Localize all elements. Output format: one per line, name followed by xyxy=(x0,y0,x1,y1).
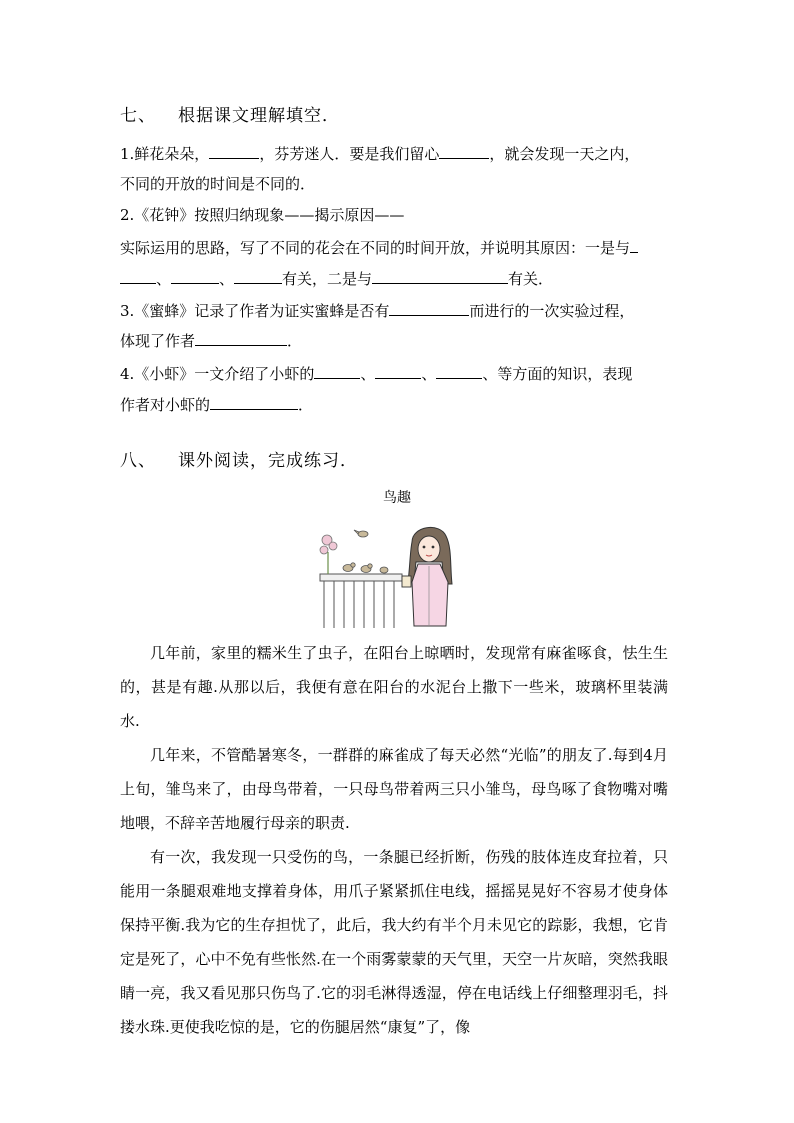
answer-blank[interactable] xyxy=(234,269,282,284)
section-8-heading xyxy=(120,451,358,471)
answer-blank[interactable] xyxy=(210,395,298,410)
q2-text-e: 有关，二是与 xyxy=(282,270,373,288)
question-2-line-3 xyxy=(120,269,553,289)
flower-icon xyxy=(320,535,337,574)
question-4-line-1 xyxy=(120,364,632,384)
section-8-number: 八、 xyxy=(120,451,156,471)
q3-text-b: 而进行的一次实验过程， xyxy=(469,302,635,320)
section-7-title: 根据课文理解填空． xyxy=(178,106,340,126)
q3-text-d: ． xyxy=(287,332,303,350)
answer-blank[interactable] xyxy=(120,269,156,284)
answer-blank[interactable] xyxy=(314,364,360,379)
q4-text-e: 作者对小虾的 xyxy=(120,396,211,414)
story-body xyxy=(120,636,668,1044)
story-paragraph-3: 有一次，我发现一只受伤的鸟，一条腿已经折断，伤残的肢体连皮耷拉着，只能用一条腿艰难地支撑着身体，用爪子紧紧抓住电线，摇摇晃晃好不容易才使身体保持平衡.我为它的生存担忧了，此后，我大约有半个月未见它的踪影，我想，它肯定是死了，心中不免有些怅然.在一个雨雾蒙蒙的天气里，天空一片灰暗，突然我眼睛一亮，我又看见那只伤鸟了.它的羽毛淋得透湿，停在电话线上仔细整理羽毛，抖搂水珠.更使我吃惊的是，它的伤腿居然“康复”了，像 xyxy=(120,848,668,1036)
answer-blank[interactable] xyxy=(439,144,489,159)
story-title: 鸟趣 xyxy=(383,490,411,506)
section-8-title: 课外阅读，完成练习． xyxy=(178,451,358,471)
story-paragraph-1: 几年前，家里的糯米生了虫子，在阳台上晾晒时，发现常有麻雀啄食，怯生生的，甚是有趣.从那以后，我便有意在阳台的水泥台上撒下一些米，玻璃杯里装满水. xyxy=(120,644,668,730)
answer-blank[interactable] xyxy=(209,144,259,159)
section-7-heading xyxy=(120,106,340,126)
question-2-line-1 xyxy=(120,205,404,225)
q1-text-a: 1.鲜花朵朵， xyxy=(120,145,210,163)
q4-text-a: 4.《小虾》一文介绍了小虾的 xyxy=(120,365,315,383)
answer-blank[interactable] xyxy=(171,269,219,284)
question-1-line-2 xyxy=(120,174,315,194)
q4-text-d: 、等方面的知识，表现 xyxy=(482,365,633,383)
q4-text-c: 、 xyxy=(421,365,437,383)
q1-text-c: ，就会发现一天之内， xyxy=(489,145,640,163)
question-1-line-1 xyxy=(120,144,639,164)
answer-blank[interactable] xyxy=(389,301,469,316)
q1-text-d: 不同的开放的时间是不同的． xyxy=(120,175,316,193)
q4-text-f: ． xyxy=(298,396,314,414)
answer-blank[interactable] xyxy=(195,331,287,346)
cup-icon xyxy=(402,576,411,587)
q4-text-b: 、 xyxy=(360,365,376,383)
story-paragraph-2: 几年来，不管酷暑寒冬，一群群的麻雀成了每天必然“光临”的朋友了.每到4月上旬，雏鸟来了，由母鸟带着，一只母鸟带着两三只小雏鸟，母鸟啄了食物嘴对嘴地喂，不辞辛苦地履行母亲的职责. xyxy=(120,746,668,832)
answer-blank[interactable] xyxy=(375,364,421,379)
q3-text-c: 体现了作者 xyxy=(120,332,196,350)
q2-text-d: 、 xyxy=(219,270,235,288)
q2-text-c: 、 xyxy=(156,270,172,288)
q1-text-b: ，芬芳迷人．要是我们留心 xyxy=(259,145,440,163)
answer-blank[interactable] xyxy=(436,364,482,379)
question-2-line-2 xyxy=(120,238,638,258)
answer-blank[interactable] xyxy=(630,238,638,253)
question-4-line-2 xyxy=(120,395,313,415)
q2-text-a: 2.《花钟》按照归纳现象——揭示原因—— xyxy=(120,206,405,224)
q2-text-b: 实际运用的思路，写了不同的花会在不同的时间开放，并说明其原因：一是与 xyxy=(120,239,631,257)
q3-text-a: 3.《蜜蜂》记录了作者为证实蜜蜂是否有 xyxy=(120,302,390,320)
section-7-number: 七、 xyxy=(120,106,156,126)
girl-with-birds-illustration xyxy=(318,522,460,628)
question-3-line-1 xyxy=(120,301,634,321)
bird-icon xyxy=(343,530,388,573)
q2-text-f: 有关． xyxy=(508,270,554,288)
answer-blank[interactable] xyxy=(372,269,508,284)
question-3-line-2 xyxy=(120,331,302,351)
